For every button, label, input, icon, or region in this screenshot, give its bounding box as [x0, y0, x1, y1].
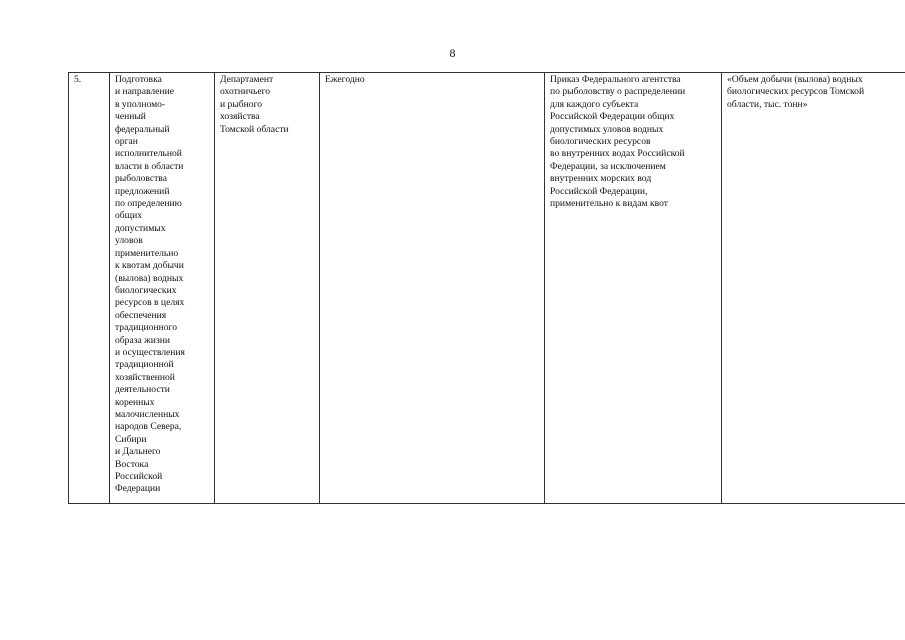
indicator-text: «Объем добычи (вылова) водных биологических ресурсов Томской области, тыс. тонн» [727, 74, 865, 110]
document-text: Приказ Федерального агентства по рыболовству о распределении для каждого субъекта Российской Федерации общих допустимых уловов водных биологических ресурсов во внутренних водах Российской Федерации, за исключением внутренних морских вод Российской Федерации, применительно к видам квот [550, 74, 686, 210]
indicator-cell [722, 73, 905, 504]
action-cell [110, 73, 215, 504]
executor-text: Департамент охотничьего и рыбного хозяйства Томской области [220, 74, 289, 135]
term-cell [320, 73, 545, 504]
plan-table [68, 72, 905, 504]
row-number: 5. [74, 74, 82, 85]
table-row [69, 73, 905, 504]
page-number: 8 [449, 46, 456, 60]
action-text: Подготовка и направление в уполномо- ченный федеральный орган исполнительной власти в области рыболовства предложений по определению общих допустимых уловов применительно к квотам добычи (вылова) водных биологических ресурсов в целях обеспечения традиционного образа жизни и осуществления традиционной хозяйственной деятельности коренных малочисленных народов Севера, Сибири и Дальнего Востока Российской Федерации [115, 74, 185, 495]
term-text: Ежегодно [325, 74, 365, 85]
document-cell [545, 73, 722, 504]
executor-cell [215, 73, 320, 504]
row-number-cell [69, 73, 110, 504]
